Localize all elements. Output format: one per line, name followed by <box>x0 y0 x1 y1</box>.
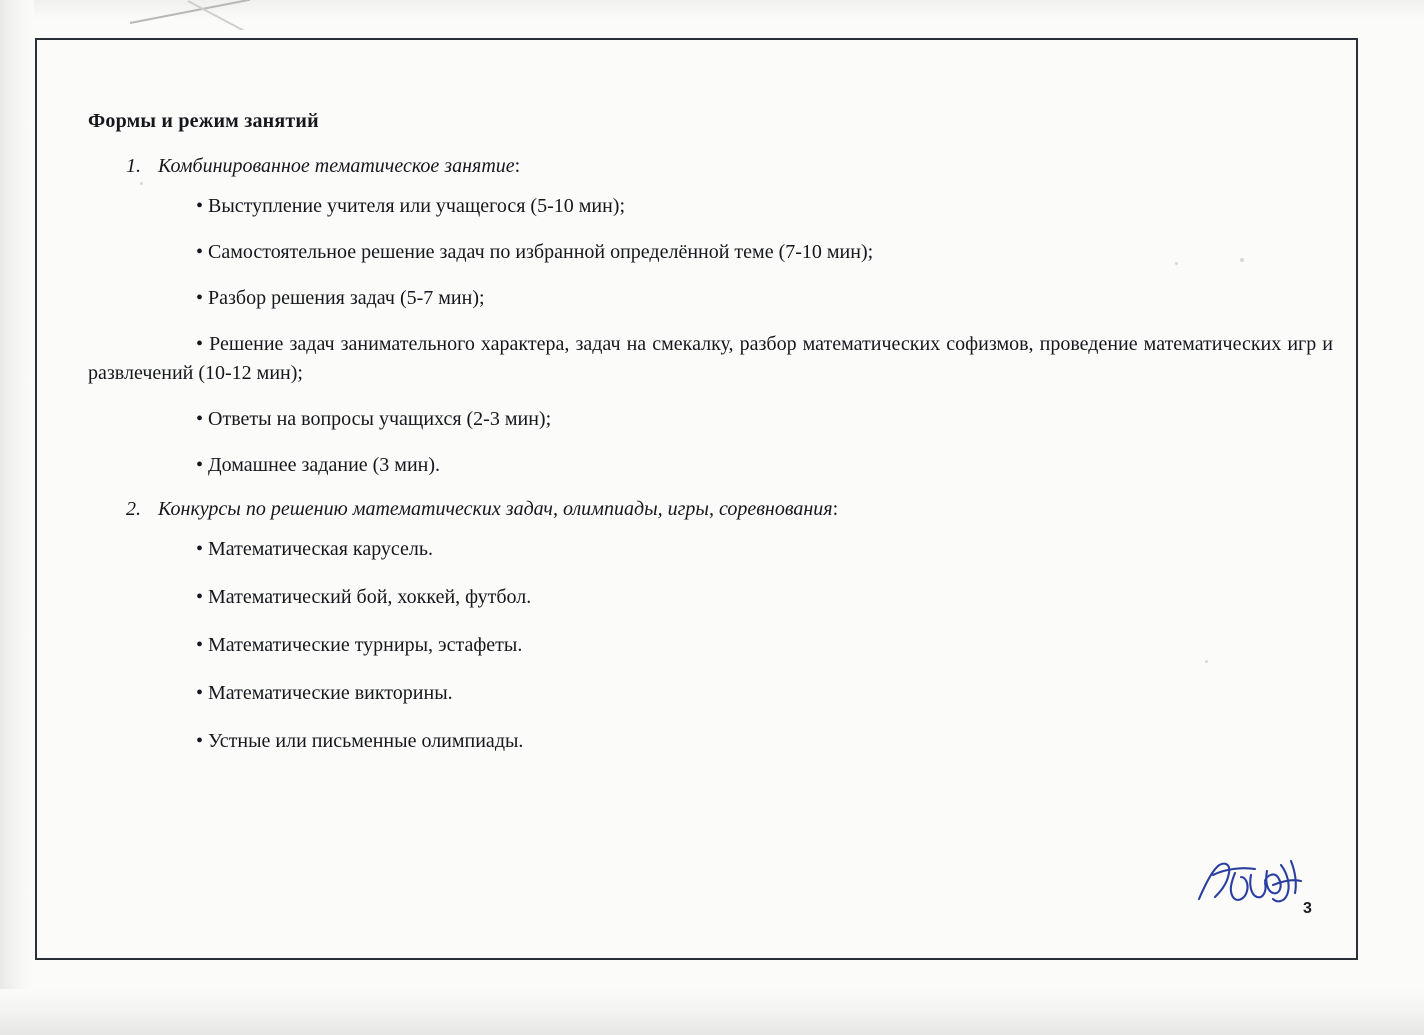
page-title: Формы и режим занятий <box>88 110 319 132</box>
list-item <box>88 192 1333 221</box>
list-marker: 2. <box>126 498 141 520</box>
list-item <box>88 535 1333 564</box>
list-item <box>88 284 1333 313</box>
list-item <box>88 451 1333 480</box>
numbered-heading-2 <box>126 498 1333 521</box>
numbered-heading-label: Комбинированное тематическое занятие <box>158 155 515 177</box>
list-item <box>88 405 1333 434</box>
scan-shading-left <box>0 0 34 1035</box>
list-item-text: Математический бой, хоккей, футбол. <box>208 586 532 608</box>
numbered-heading-text <box>158 498 838 521</box>
scan-shading-bottom <box>0 989 1424 1035</box>
bullet-glyph: • <box>196 634 204 656</box>
list-item-text: Математическая карусель. <box>208 538 434 560</box>
numbered-heading-text <box>158 155 520 178</box>
list-item-text: Ответы на вопросы учащихся (2-3 мин); <box>208 408 552 430</box>
list-item <box>88 631 1333 660</box>
list-item-text: Решение задач занимательного характера, задач на смекалку, разбор математических софизмов, проведение математических игр и развлечений (10-12 мин); <box>88 333 1334 384</box>
bullet-glyph: • <box>196 195 204 217</box>
bullet-list-2 <box>88 535 1333 756</box>
bullet-glyph: • <box>196 241 204 263</box>
numbered-heading-label: Конкурсы по решению математических задач, олимпиады, игры, соревнования <box>158 498 833 520</box>
bullet-glyph: • <box>196 586 204 608</box>
list-item-text: Самостоятельное решение задач по избранной определённой теме (7-10 мин); <box>208 241 874 263</box>
list-item-text: Выступление учителя или учащегося (5-10 мин); <box>208 195 626 217</box>
list-item <box>88 727 1333 756</box>
list-item <box>88 583 1333 612</box>
list-item <box>88 679 1333 708</box>
bullet-glyph: • <box>196 287 204 309</box>
bullet-list-1 <box>88 192 1333 480</box>
list-marker: 1. <box>126 155 141 177</box>
bullet-glyph: • <box>196 333 204 355</box>
document-text-body <box>88 110 1333 775</box>
bullet-glyph: • <box>196 538 204 560</box>
bullet-glyph: • <box>196 730 204 752</box>
bullet-glyph: • <box>196 408 204 430</box>
list-item-text: Математические турниры, эстафеты. <box>208 634 523 656</box>
page-number: 3 <box>1303 900 1312 917</box>
page-fold-artifact <box>130 0 250 30</box>
list-item-text: Устные или письменные олимпиады. <box>208 730 524 752</box>
numbered-heading-1 <box>126 155 1333 178</box>
list-item-text: Разбор решения задач (5-7 мин); <box>208 287 485 309</box>
handwritten-signature <box>1195 855 1315 915</box>
list-item-text: Математические викторины. <box>208 682 453 704</box>
bullet-glyph: • <box>196 454 204 476</box>
list-item <box>88 330 1333 388</box>
numbered-heading-suffix: : <box>832 498 839 520</box>
bullet-glyph: • <box>196 682 204 704</box>
numbered-heading-suffix: : <box>514 155 521 177</box>
list-item <box>88 238 1333 267</box>
list-item-text: Домашнее задание (3 мин). <box>208 454 441 476</box>
